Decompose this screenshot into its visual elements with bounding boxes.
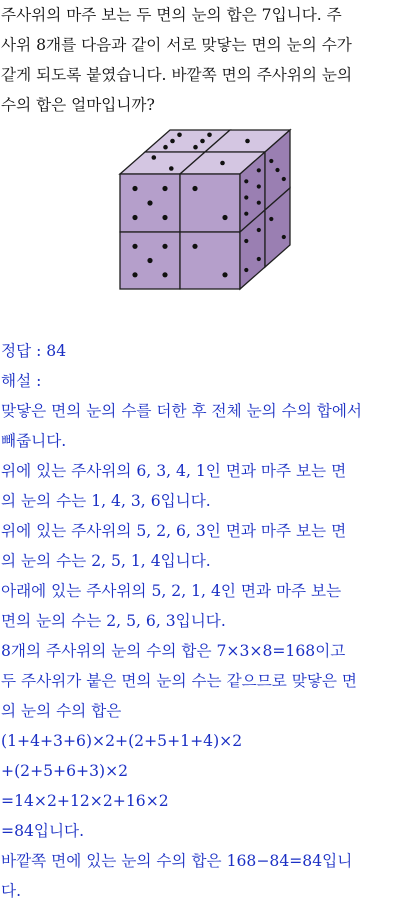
answer-line: 정답 : 84 [1, 342, 67, 360]
pip [162, 215, 167, 220]
pip [169, 166, 174, 171]
pip [257, 257, 261, 261]
pip [222, 272, 227, 277]
solution-line: 위에 있는 주사위의 5, 2, 6, 3인 면과 마주 보는 면 [1, 522, 347, 540]
question-line: 사위 8개를 다음과 같이 서로 맞닿는 면의 눈의 수가 [1, 36, 352, 54]
solution-line: 의 눈의 수는 2, 5, 1, 4입니다. [1, 552, 211, 570]
solution-line: 빼줍니다. [1, 432, 67, 450]
pip [257, 184, 261, 188]
solution-line: 의 눈의 수는 1, 4, 3, 6입니다. [1, 492, 211, 510]
pip [132, 186, 137, 191]
question-line: 주사위의 마주 보는 두 면의 눈의 합은 7입니다. 주 [1, 6, 342, 24]
pip [192, 244, 197, 249]
question-line: 수의 합은 얼마입니까? [1, 96, 155, 114]
pip [192, 186, 197, 191]
pip [282, 177, 286, 181]
pip [147, 258, 152, 263]
pip [244, 239, 248, 243]
question-text [1, 0, 399, 120]
pip [269, 217, 273, 221]
solution-line: =14×2+12×2+16×2 [1, 792, 169, 810]
pip [244, 179, 248, 183]
pip [275, 168, 279, 172]
pip [245, 139, 250, 144]
solution-line: 면의 눈의 수는 2, 5, 6, 3입니다. [1, 612, 226, 630]
solution-line: (1+4+3+6)×2+(2+5+1+4)×2 [1, 732, 243, 750]
pip [244, 212, 248, 216]
pip [162, 244, 167, 249]
pip [163, 145, 168, 150]
pip [193, 145, 198, 150]
explanation-header: 해설 : [1, 372, 42, 390]
pip [222, 215, 227, 220]
pip [244, 195, 248, 199]
solution-line: =84입니다. [1, 822, 85, 840]
pip [244, 268, 248, 272]
pip [170, 139, 175, 144]
solution-line: 두 주사위가 붙은 면의 눈의 수는 같으므로 맞닿은 면 [1, 672, 357, 690]
pip [257, 201, 261, 205]
cube-front-face [120, 174, 240, 289]
dice-cube-figure [0, 125, 400, 310]
front-face-cell [180, 174, 240, 232]
pip [220, 161, 225, 166]
pip [132, 272, 137, 277]
solution-section [1, 336, 399, 906]
solution-line: 8개의 주사위의 눈의 수의 합은 7×3×8=168이고 [1, 642, 346, 660]
pip [132, 244, 137, 249]
question-line: 같게 되도록 붙였습니다. 바깥쪽 면의 주사위의 눈의 [1, 66, 353, 84]
solution-line: 맞닿은 면의 눈의 수를 더한 후 전체 눈의 수의 합에서 [1, 402, 362, 420]
solution-line: 바깥쪽 면에 있는 눈의 수의 합은 168−84=84입니 [1, 852, 353, 870]
solution-line: 의 눈의 수의 합은 [1, 702, 122, 720]
pip [162, 186, 167, 191]
pip [147, 200, 152, 205]
pip [152, 155, 157, 160]
pip [177, 133, 182, 138]
solution-line: 다. [1, 882, 22, 900]
pip [132, 215, 137, 220]
solution-line: 아래에 있는 주사위의 5, 2, 1, 4인 면과 마주 보는 [1, 582, 342, 600]
pip [207, 133, 212, 138]
pip [257, 228, 261, 232]
solution-line: +(2+5+6+3)×2 [1, 762, 129, 780]
pip [269, 159, 273, 163]
front-face-cell [180, 232, 240, 289]
pip [200, 139, 205, 144]
solution-line: 위에 있는 주사위의 6, 3, 4, 1인 면과 마주 보는 면 [1, 462, 347, 480]
pip [257, 168, 261, 172]
pip [162, 272, 167, 277]
pip [282, 235, 286, 239]
